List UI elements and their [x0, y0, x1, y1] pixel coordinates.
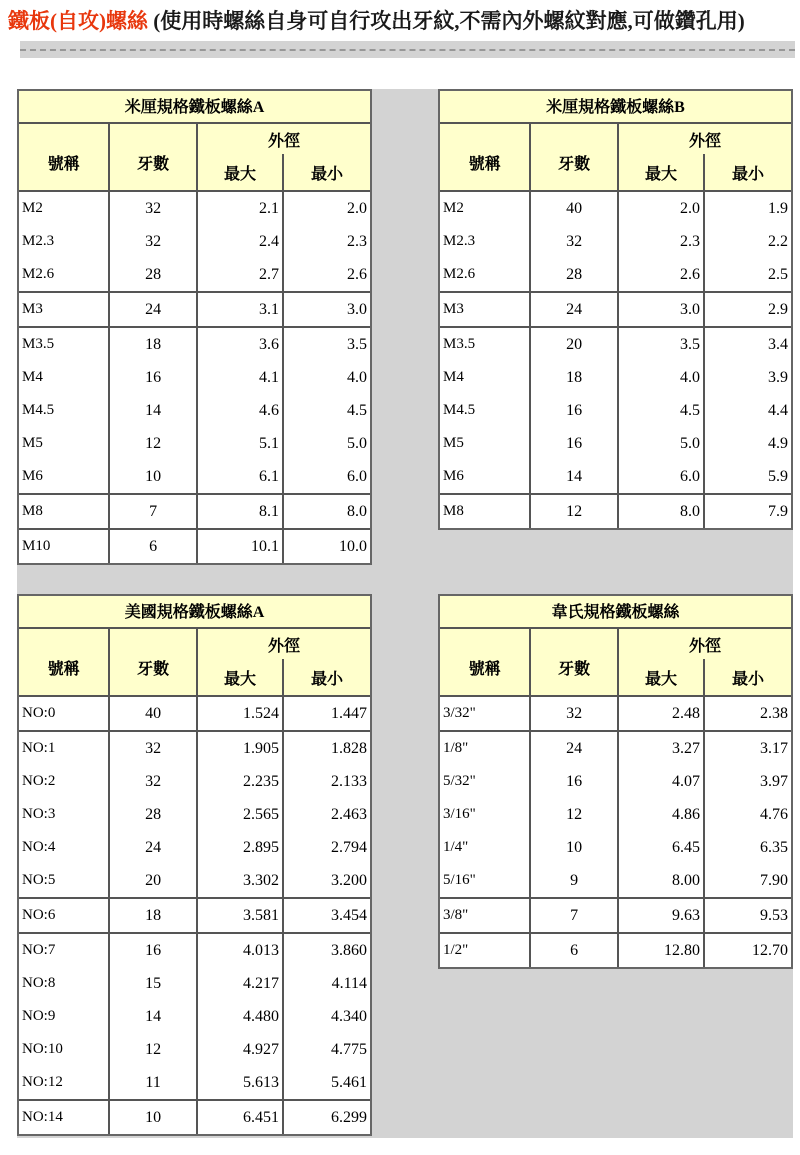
table-cell: 4.9	[767, 434, 788, 452]
table-cell: 3.302	[198, 864, 284, 897]
table-cell: 1.9	[767, 199, 788, 217]
table-cell: 12.70	[751, 941, 788, 959]
table-cell: M3.5	[440, 328, 531, 361]
table-cell: 24	[531, 732, 619, 765]
table-row	[19, 192, 370, 225]
table-cell: NO:0	[19, 697, 110, 730]
dashed-line	[20, 49, 795, 51]
table-row	[440, 328, 791, 361]
table-cell: 20	[531, 328, 619, 361]
table-cell: M10	[19, 530, 110, 563]
table-cell: 2.463	[330, 805, 367, 823]
row-group	[19, 192, 370, 291]
table-row	[19, 258, 370, 291]
column-header-threads: 牙數	[531, 124, 619, 190]
table-cell: M3	[440, 293, 531, 326]
row-group	[19, 897, 370, 932]
table-row	[19, 1101, 370, 1134]
column-header-max: 最大	[619, 154, 705, 190]
table-cell: M4.5	[19, 394, 110, 427]
table-cell: 2.235	[198, 765, 284, 798]
column-header-outer-diameter: 外徑	[267, 637, 300, 655]
table-cell: 16	[531, 427, 619, 460]
row-group	[440, 326, 791, 493]
table-cell: 7.9	[767, 502, 788, 520]
table-cell: 12	[110, 427, 198, 460]
table-cell: 2.3	[619, 225, 705, 258]
table-title: 米厘規格鐵板螺絲B	[440, 91, 791, 124]
table-row	[19, 899, 370, 932]
spec-table-us-a	[17, 594, 372, 1136]
table-cell: NO:2	[19, 765, 110, 798]
table-cell: 18	[110, 328, 198, 361]
column-header-min: 最小	[310, 165, 343, 183]
table-cell: 24	[110, 831, 198, 864]
table-cell: 4.0	[346, 368, 367, 386]
row-group	[440, 697, 791, 730]
table-cell: 14	[110, 394, 198, 427]
table-cell: 10	[531, 831, 619, 864]
table-row	[440, 899, 791, 932]
table-cell: 2.6	[346, 265, 367, 283]
table-cell: 3.5	[619, 328, 705, 361]
table-row	[440, 225, 791, 258]
table-cell: 32	[110, 192, 198, 225]
table-cell: 9.53	[759, 906, 788, 924]
table-cell: 4.6	[198, 394, 284, 427]
table-cell: 2.3	[346, 232, 367, 250]
table-row	[440, 460, 791, 493]
table-cell: 4.013	[198, 934, 284, 967]
column-header-min: 最小	[731, 670, 764, 688]
row-group	[440, 291, 791, 326]
table-cell: NO:4	[19, 831, 110, 864]
table-title: 美國規格鐵板螺絲A	[19, 596, 370, 629]
table-cell: 16	[531, 765, 619, 798]
table-row	[19, 293, 370, 326]
table-cell: M8	[440, 495, 531, 528]
table-row	[19, 225, 370, 258]
table-row	[440, 697, 791, 730]
table-cell: 4.07	[619, 765, 705, 798]
table-cell: M2	[19, 192, 110, 225]
table-cell: 5.613	[198, 1066, 284, 1099]
table-cell: 6.0	[619, 460, 705, 493]
spec-table-metric-b	[438, 89, 793, 530]
table-cell: 2.0	[619, 192, 705, 225]
table-row	[19, 460, 370, 493]
table-title: 韋氏規格鐵板螺絲	[440, 596, 791, 629]
table-cell: NO:8	[19, 967, 110, 1000]
table-cell: 2.38	[759, 704, 788, 722]
table-row	[19, 328, 370, 361]
table-cell: M6	[440, 460, 531, 493]
table-header	[440, 124, 791, 192]
table-body	[19, 697, 370, 1134]
table-cell: 1/4"	[440, 831, 531, 864]
table-row	[19, 967, 370, 1000]
table-cell: 5/32"	[440, 765, 531, 798]
table-cell: M2	[440, 192, 531, 225]
table-cell: 14	[531, 460, 619, 493]
table-cell: M8	[19, 495, 110, 528]
table-row	[440, 864, 791, 897]
tables-panel	[17, 89, 793, 1138]
table-cell: 2.1	[198, 192, 284, 225]
column-header-outer-diameter-group	[198, 629, 370, 695]
page-title	[8, 9, 800, 33]
table-row	[440, 765, 791, 798]
column-header-threads: 牙數	[110, 124, 198, 190]
table-cell: 2.0	[346, 199, 367, 217]
table-row	[19, 361, 370, 394]
table-cell: 4.217	[198, 967, 284, 1000]
table-cell: 20	[110, 864, 198, 897]
table-cell: 4.5	[346, 401, 367, 419]
table-cell: 3.0	[346, 300, 367, 318]
table-cell: 2.9	[767, 300, 788, 318]
table-cell: 5.461	[330, 1073, 367, 1091]
table-row	[440, 798, 791, 831]
table-cell: 3.1	[198, 293, 284, 326]
table-cell: 2.7	[198, 258, 284, 291]
table-body	[440, 192, 791, 528]
table-cell: 8.0	[346, 502, 367, 520]
column-header-min: 最小	[731, 165, 764, 183]
table-cell: 7.90	[759, 871, 788, 889]
table-cell: 10	[110, 460, 198, 493]
column-header-outer-diameter-group	[619, 629, 791, 695]
table-cell: 2.48	[619, 697, 705, 730]
table-cell: 4.340	[330, 1007, 367, 1025]
table-row	[440, 427, 791, 460]
table-cell: 8.0	[619, 495, 705, 528]
table-cell: 6.45	[619, 831, 705, 864]
table-cell: 12	[531, 495, 619, 528]
table-cell: 12	[110, 1033, 198, 1066]
page-title-description: (使用時螺絲自身可自行攻出牙紋,不需內外螺紋對應,可做鑽孔用)	[148, 9, 745, 33]
table-cell: 24	[110, 293, 198, 326]
table-cell: 8.1	[198, 495, 284, 528]
row-group	[440, 493, 791, 528]
table-cell: 5.1	[198, 427, 284, 460]
table-cell: 5/16"	[440, 864, 531, 897]
column-header-outer-diameter: 外徑	[688, 637, 721, 655]
column-header-min: 最小	[310, 670, 343, 688]
table-cell: 2.565	[198, 798, 284, 831]
table-cell: 1.447	[330, 704, 367, 722]
table-cell: 32	[531, 225, 619, 258]
table-cell: 4.4	[767, 401, 788, 419]
table-row	[19, 864, 370, 897]
column-header-name: 號稱	[19, 629, 110, 695]
table-cell: NO:9	[19, 1000, 110, 1033]
table-cell: 3.581	[198, 899, 284, 932]
table-cell: 3.200	[330, 871, 367, 889]
table-cell: 6	[110, 530, 198, 563]
table-row	[440, 732, 791, 765]
table-cell: 15	[110, 967, 198, 1000]
column-header-name: 號稱	[440, 629, 531, 695]
table-cell: 8.00	[619, 864, 705, 897]
row-group	[19, 528, 370, 563]
table-cell: 32	[110, 765, 198, 798]
table-cell: 1/8"	[440, 732, 531, 765]
table-cell: 3.27	[619, 732, 705, 765]
table-cell: 3.5	[346, 335, 367, 353]
table-cell: M4	[19, 361, 110, 394]
outer-diameter-subheader	[619, 659, 791, 695]
table-row	[440, 934, 791, 967]
table-cell: 12.80	[619, 934, 705, 967]
table-cell: NO:7	[19, 934, 110, 967]
table-cell: 18	[110, 899, 198, 932]
column-header-outer-diameter: 外徑	[688, 132, 721, 150]
row-group	[19, 326, 370, 493]
table-header	[19, 629, 370, 697]
table-row	[440, 258, 791, 291]
outer-diameter-subheader	[198, 154, 370, 190]
table-cell: 4.480	[198, 1000, 284, 1033]
column-header-name: 號稱	[440, 124, 531, 190]
row-group	[19, 493, 370, 528]
column-header-name: 號稱	[19, 124, 110, 190]
table-cell: NO:10	[19, 1033, 110, 1066]
spec-table-whitworth	[438, 594, 793, 969]
table-cell: M2.3	[19, 225, 110, 258]
table-cell: 40	[110, 697, 198, 730]
table-cell: NO:12	[19, 1066, 110, 1099]
row-group	[19, 932, 370, 1099]
table-cell: 2.2	[767, 232, 788, 250]
table-cell: 4.775	[330, 1040, 367, 1058]
column-header-max: 最大	[198, 154, 284, 190]
table-cell: 3.97	[759, 772, 788, 790]
column-header-threads: 牙數	[110, 629, 198, 695]
column-header-outer-diameter-group	[198, 124, 370, 190]
column-header-outer-diameter: 外徑	[267, 132, 300, 150]
table-cell: NO:3	[19, 798, 110, 831]
row-group	[440, 897, 791, 932]
table-cell: M5	[440, 427, 531, 460]
table-cell: M2.6	[19, 258, 110, 291]
table-cell: 2.794	[330, 838, 367, 856]
row-group	[19, 697, 370, 730]
table-row	[19, 495, 370, 528]
page-title-highlight: 鐵板(自攻)螺絲	[8, 9, 148, 33]
table-cell: 10.1	[198, 530, 284, 563]
table-row	[19, 798, 370, 831]
table-cell: 24	[531, 293, 619, 326]
table-cell: 2.4	[198, 225, 284, 258]
table-cell: 3/8"	[440, 899, 531, 932]
table-cell: 9	[531, 864, 619, 897]
table-cell: M3	[19, 293, 110, 326]
table-cell: 9.63	[619, 899, 705, 932]
table-cell: 18	[531, 361, 619, 394]
table-cell: 4.114	[331, 974, 367, 992]
table-cell: 6.0	[346, 467, 367, 485]
dashed-divider	[20, 41, 795, 58]
row-group	[19, 730, 370, 897]
table-cell: 16	[531, 394, 619, 427]
table-cell: 16	[110, 361, 198, 394]
table-cell: 14	[110, 1000, 198, 1033]
table-cell: 12	[531, 798, 619, 831]
table-row	[440, 394, 791, 427]
table-cell: NO:14	[19, 1101, 110, 1134]
table-cell: 3.9	[767, 368, 788, 386]
spec-table-metric-a	[17, 89, 372, 565]
table-body	[19, 192, 370, 563]
table-cell: 2.895	[198, 831, 284, 864]
table-cell: 3.0	[619, 293, 705, 326]
table-cell: 3.17	[759, 739, 788, 757]
table-cell: 6.35	[759, 838, 788, 856]
table-row	[19, 394, 370, 427]
column-header-max: 最大	[619, 659, 705, 695]
table-cell: 10	[110, 1101, 198, 1134]
column-header-threads: 牙數	[531, 629, 619, 695]
table-cell: 5.0	[346, 434, 367, 452]
table-cell: 6	[531, 934, 619, 967]
table-cell: 4.76	[759, 805, 788, 823]
table-row	[19, 765, 370, 798]
table-cell: 2.5	[767, 265, 788, 283]
table-cell: 4.927	[198, 1033, 284, 1066]
table-cell: 16	[110, 934, 198, 967]
table-cell: 28	[531, 258, 619, 291]
table-row	[19, 1000, 370, 1033]
table-cell: 3.454	[330, 906, 367, 924]
row-group	[19, 1099, 370, 1134]
table-cell: 3/16"	[440, 798, 531, 831]
table-cell: 6.451	[198, 1101, 284, 1134]
table-cell: 4.0	[619, 361, 705, 394]
table-cell: 7	[531, 899, 619, 932]
table-cell: 1.905	[198, 732, 284, 765]
table-cell: 6.299	[330, 1108, 367, 1126]
table-cell: 3.860	[330, 941, 367, 959]
row-group	[440, 932, 791, 967]
table-cell: M2.6	[440, 258, 531, 291]
table-cell: 40	[531, 192, 619, 225]
table-cell: 2.6	[619, 258, 705, 291]
table-cell: 32	[531, 697, 619, 730]
table-cell: M5	[19, 427, 110, 460]
table-cell: 4.1	[198, 361, 284, 394]
table-row	[19, 530, 370, 563]
table-row	[19, 1066, 370, 1099]
row-group	[19, 291, 370, 326]
table-cell: 3.4	[767, 335, 788, 353]
row-group	[440, 192, 791, 291]
table-row	[19, 697, 370, 730]
row-group	[440, 730, 791, 897]
table-cell: 4.86	[619, 798, 705, 831]
table-title: 米厘規格鐵板螺絲A	[19, 91, 370, 124]
table-cell: NO:6	[19, 899, 110, 932]
table-cell: 6.1	[198, 460, 284, 493]
table-body	[440, 697, 791, 967]
table-cell: M3.5	[19, 328, 110, 361]
table-row	[19, 427, 370, 460]
table-row	[440, 192, 791, 225]
table-cell: 1.828	[330, 739, 367, 757]
table-cell: 11	[110, 1066, 198, 1099]
table-cell: 4.5	[619, 394, 705, 427]
table-row	[440, 293, 791, 326]
table-cell: 28	[110, 798, 198, 831]
table-cell: 5.0	[619, 427, 705, 460]
table-cell: 28	[110, 258, 198, 291]
outer-diameter-subheader	[619, 154, 791, 190]
table-header	[440, 629, 791, 697]
table-row	[440, 495, 791, 528]
table-cell: 32	[110, 225, 198, 258]
table-cell: M4	[440, 361, 531, 394]
outer-diameter-subheader	[198, 659, 370, 695]
table-cell: 1/2"	[440, 934, 531, 967]
table-header	[19, 124, 370, 192]
table-row	[19, 1033, 370, 1066]
table-cell: 10.0	[338, 537, 367, 555]
table-cell: 1.524	[198, 697, 284, 730]
table-row	[440, 361, 791, 394]
table-cell: 7	[110, 495, 198, 528]
table-cell: 32	[110, 732, 198, 765]
column-header-max: 最大	[198, 659, 284, 695]
table-row	[19, 934, 370, 967]
table-cell: 3/32"	[440, 697, 531, 730]
table-cell: NO:1	[19, 732, 110, 765]
table-cell: M4.5	[440, 394, 531, 427]
table-row	[19, 732, 370, 765]
table-cell: 3.6	[198, 328, 284, 361]
table-cell: NO:5	[19, 864, 110, 897]
table-row	[19, 831, 370, 864]
table-cell: 2.133	[330, 772, 367, 790]
table-row	[440, 831, 791, 864]
table-cell: M2.3	[440, 225, 531, 258]
column-header-outer-diameter-group	[619, 124, 791, 190]
table-cell: 5.9	[767, 467, 788, 485]
table-cell: M6	[19, 460, 110, 493]
